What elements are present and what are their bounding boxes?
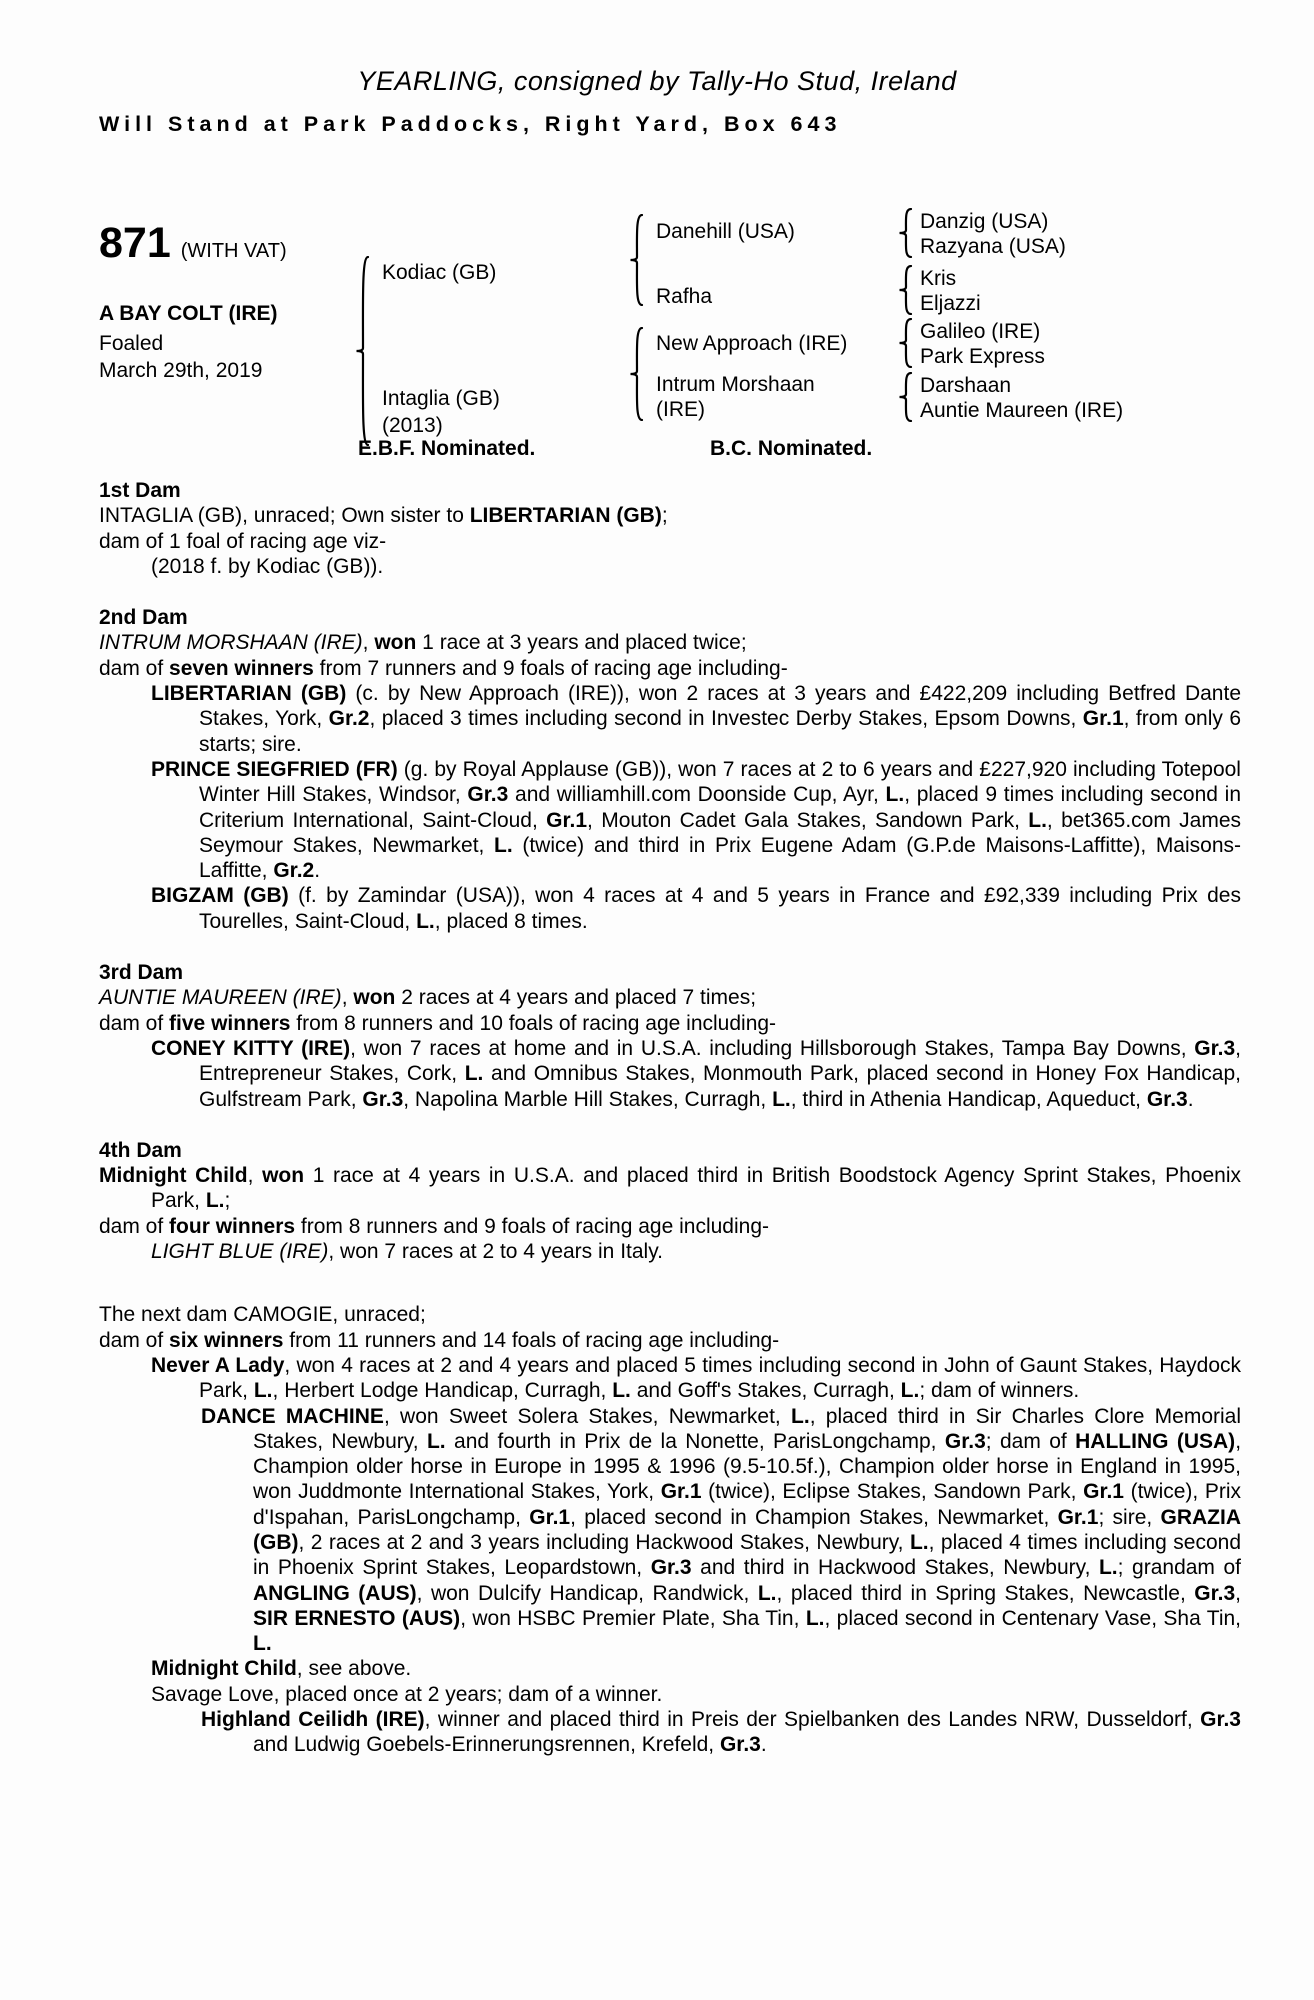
- foaled-label: Foaled: [99, 332, 164, 355]
- text-run: from 11 runners and 14 foals of racing age including-: [283, 1328, 780, 1352]
- text-run: L.: [205, 1189, 225, 1213]
- text-run: L.: [1098, 1556, 1118, 1580]
- text-run: Never A Lady: [151, 1353, 285, 1377]
- pedigree-paragraph: [99, 1682, 1241, 1707]
- text-run: from 8 runners and 9 foals of racing age including-: [295, 1214, 769, 1238]
- text-run: from 7 runners and 9 foals of racing age including-: [313, 656, 788, 680]
- text-run: L.: [416, 909, 435, 933]
- pedigree-g3-3: Kris: [920, 267, 957, 290]
- dam-section: [99, 1138, 1241, 1264]
- pedigree-paragraph: [99, 1163, 1241, 1214]
- text-run: Gr.2: [273, 859, 315, 883]
- text-run: L.: [885, 783, 905, 807]
- text-run: six winners: [169, 1328, 284, 1352]
- lot-description: A BAY COLT (IRE): [99, 302, 278, 325]
- text-run: dam of: [99, 1011, 170, 1035]
- pedigree-g3-1: Danzig (USA): [920, 210, 1049, 233]
- pedigree-sire: Kodiac (GB): [382, 261, 497, 284]
- text-run: ; sire,: [1098, 1505, 1161, 1529]
- pedigree-g3-4: Eljazzi: [920, 292, 981, 315]
- text-run: LIGHT BLUE (IRE): [151, 1240, 329, 1264]
- text-run: , Mouton Cadet Gala Stakes, Sandown Park,: [587, 808, 1029, 832]
- text-run: 2 races at 4 years and placed 7 times;: [395, 986, 757, 1010]
- lot-number: 871: [99, 219, 171, 267]
- text-run: , 2 races at 2 and 3 years including Hackwood Stakes, Newbury,: [298, 1530, 910, 1554]
- text-run: L.: [772, 1087, 791, 1111]
- dam-section-heading: 3rd Dam: [99, 961, 184, 985]
- text-run: (twice) and third in Prix Eugene Adam (G.P.de Maisons-Laffitte), Maisons-Laffitte,: [199, 833, 1242, 883]
- text-run: ; dam of: [985, 1429, 1076, 1453]
- text-run: Midnight Child: [151, 1657, 297, 1681]
- text-run: CONEY KITTY (IRE): [151, 1036, 351, 1060]
- pedigree-paragraph: [99, 503, 1241, 528]
- pedigree-paragraph: [99, 630, 1241, 655]
- pedigree-paragraph: [99, 529, 1241, 554]
- text-run: ; dam of winners.: [919, 1379, 1080, 1403]
- text-run: won: [374, 631, 417, 655]
- pedigree-sire-dam: Rafha: [656, 285, 713, 308]
- text-run: DANCE MACHINE: [201, 1404, 384, 1428]
- pedigree-paragraph: [99, 985, 1241, 1010]
- pedigree-paragraph: [99, 1239, 1241, 1264]
- text-run: and third in Hackwood Stakes, Newbury,: [691, 1556, 1099, 1580]
- text-run: L.: [791, 1404, 810, 1428]
- text-run: , placed 4 times including second in Phoenix Sprint Stakes, Leopardstown,: [253, 1530, 1241, 1580]
- text-run: (twice), Eclipse Stakes, Sandown Park,: [701, 1480, 1084, 1504]
- text-run: Gr.1: [546, 808, 588, 832]
- text-run: , placed 9 times including second in Criterium International, Saint-Cloud,: [199, 783, 1242, 832]
- text-run: Highland Ceilidh (IRE): [201, 1708, 425, 1732]
- pedigree-dam-dam: Intrum Morshaan (IRE): [656, 373, 815, 421]
- text-run: L.: [909, 1530, 929, 1554]
- text-run: Gr.3: [719, 1733, 761, 1757]
- text-run: SIR ERNESTO (AUS): [253, 1606, 461, 1630]
- text-run: L.: [612, 1379, 631, 1403]
- text-run: won: [353, 986, 396, 1010]
- text-run: dam of: [99, 656, 170, 680]
- brace-icon: [628, 214, 644, 306]
- text-run: Gr.1: [529, 1505, 571, 1529]
- text-run: , won Dulcify Handicap, Randwick,: [416, 1581, 758, 1605]
- text-run: ANGLING (AUS): [253, 1581, 417, 1605]
- text-run: dam of 1 foal of racing age viz-: [99, 529, 387, 553]
- text-run: , won HSBC Premier Plate, Sha Tin,: [460, 1606, 806, 1630]
- text-run: Gr.1: [1083, 1480, 1124, 1504]
- brace-icon: [897, 372, 913, 422]
- brace-icon: [354, 256, 370, 446]
- brace-icon: [897, 318, 913, 368]
- text-run: (g. by Royal Applause (GB)), won 7 races at 2 to 6 years and £227,920 including Totepool Winter Hill Stakes, Windsor,: [199, 757, 1241, 807]
- pedigree-paragraph: [99, 1656, 1241, 1681]
- text-run: , Herbert Lodge Handicap, Curragh,: [272, 1379, 613, 1403]
- text-run: AUNTIE MAUREEN (IRE): [99, 986, 342, 1010]
- pedigree-dam-year: (2013): [382, 414, 443, 437]
- brace-icon: [897, 265, 913, 315]
- pedigree-paragraph: [99, 1328, 1241, 1353]
- text-run: (c. by New Approach (IRE)), won 2 races at 3 years and £422,209 including Betfred Dante Stakes, York,: [199, 682, 1242, 731]
- pedigree-sire-sire: Danehill (USA): [656, 220, 795, 243]
- text-run: , placed second in Champion Stakes, Newmarket,: [570, 1505, 1058, 1529]
- text-run: Gr.3: [944, 1429, 986, 1453]
- text-run: L.: [494, 833, 513, 857]
- pedigree-paragraph: [99, 681, 1241, 757]
- text-run: Gr.2: [328, 707, 370, 731]
- text-run: Gr.3: [362, 1087, 404, 1111]
- text-run: and Ludwig Goebels-Erinnerungsrennen, Krefeld,: [253, 1733, 720, 1757]
- dam-section: [99, 478, 1241, 579]
- text-run: five winners: [169, 1011, 291, 1035]
- text-run: , won 4 races at 2 and 4 years and placed 5 times including second in John of Gaunt Stakes, Haydock Park,: [199, 1353, 1241, 1403]
- pedigree-paragraph: [99, 1404, 1241, 1657]
- text-run: , winner and placed third in Preis der Spielbanken des Landes NRW, Dusseldorf,: [424, 1708, 1201, 1732]
- pedigree-paragraph: [99, 1036, 1241, 1112]
- text-run: Gr.3: [650, 1556, 692, 1580]
- text-run: , Champion older horse in Europe in 1995 & 1996 (9.5-10.5f.), Champion older horse in England in 1995, won Juddmonte International Stakes, York,: [253, 1429, 1242, 1504]
- text-run: , see above.: [296, 1657, 412, 1681]
- text-run: L.: [253, 1379, 273, 1403]
- pedigree-table: [0, 0, 1314, 470]
- text-run: 1 race at 4 years in U.S.A. and placed third in British Boodstock Agency Sprint Stakes, Phoenix Park,: [151, 1164, 1242, 1213]
- text-run: , placed third in Spring Stakes, Newcastle,: [776, 1581, 1195, 1605]
- text-run: LIBERTARIAN (GB): [151, 682, 347, 706]
- text-run: ,: [362, 631, 375, 655]
- pedigree-dam-sire: New Approach (IRE): [656, 332, 848, 355]
- text-run: Gr.3: [1200, 1708, 1241, 1732]
- pedigree-paragraph: [99, 757, 1241, 883]
- stand-location-line: Will Stand at Park Paddocks, Right Yard, Box 643: [99, 112, 842, 136]
- text-run: PRINCE SIEGFRIED (FR): [151, 757, 398, 781]
- pedigree-paragraph: [99, 554, 1241, 579]
- text-run: ,: [1235, 1581, 1241, 1605]
- pedigree-paragraph: [99, 1353, 1241, 1404]
- text-run: L.: [1028, 808, 1047, 832]
- dam-section-heading: 1st Dam: [99, 479, 181, 502]
- text-run: Gr.1: [1082, 707, 1124, 731]
- text-run: ;: [224, 1189, 231, 1213]
- text-run: ,: [247, 1164, 263, 1188]
- text-run: ;: [661, 504, 668, 528]
- text-run: .: [314, 859, 321, 883]
- text-run: L.: [426, 1429, 446, 1453]
- text-run: (twice), Prix d'Ispahan, ParisLongchamp,: [253, 1480, 1241, 1529]
- dam-section-heading: 4th Dam: [99, 1138, 182, 1162]
- text-run: LIBERTARIAN (GB): [469, 504, 662, 528]
- text-run: from 8 runners and 10 foals of racing age including-: [290, 1011, 777, 1035]
- ebf-nominated-note: E.B.F. Nominated.: [358, 437, 536, 460]
- text-run: four winners: [169, 1214, 296, 1238]
- pedigree-g3-6: Park Express: [920, 345, 1045, 368]
- text-run: ; grandam of: [1117, 1556, 1241, 1580]
- text-run: HALLING (USA): [1075, 1429, 1236, 1453]
- text-run: Gr.3: [1146, 1087, 1188, 1111]
- text-run: , from only 6 starts; sire.: [199, 707, 1241, 756]
- text-run: L.: [805, 1606, 825, 1630]
- text-run: , won Sweet Solera Stakes, Newmarket,: [383, 1404, 792, 1428]
- brace-icon: [897, 208, 913, 258]
- pedigree-g3-8: Auntie Maureen (IRE): [920, 399, 1124, 422]
- text-run: INTAGLIA (GB), unraced; Own sister to: [99, 504, 470, 528]
- text-run: GRAZIA (GB): [253, 1505, 1241, 1554]
- text-run: INTRUM MORSHAAN (IRE): [99, 631, 363, 655]
- text-run: L.: [757, 1581, 777, 1605]
- text-run: Gr.3: [1194, 1581, 1236, 1605]
- text-run: (f. by Zamindar (USA)), won 4 races at 4 and 5 years in France and £92,339 including Prix des Tourelles, Saint-Cloud,: [199, 884, 1241, 933]
- text-run: , Napolina Marble Hill Stakes, Curragh,: [403, 1087, 773, 1111]
- text-run: , placed 8 times.: [434, 909, 588, 933]
- text-run: seven winners: [169, 656, 314, 680]
- text-run: , bet365.com James Seymour Stakes, Newmarket,: [199, 808, 1242, 857]
- pedigree-g3-7: Darshaan: [920, 374, 1012, 397]
- text-run: and Goff's Stakes, Curragh,: [630, 1379, 901, 1403]
- text-run: Midnight Child: [99, 1164, 248, 1188]
- pedigree-paragraph: [99, 1214, 1241, 1239]
- dam-section: [99, 1302, 1241, 1757]
- text-run: , placed second in Centenary Vase, Sha Tin,: [824, 1606, 1241, 1630]
- text-run: , third in Athenia Handicap, Aqueduct,: [790, 1087, 1147, 1111]
- text-run: L.: [900, 1379, 920, 1403]
- pedigree-dam: Intaglia (GB): [382, 387, 500, 410]
- text-run: Gr.1: [1057, 1505, 1099, 1529]
- text-run: , placed third in Sir Charles Clore Memorial Stakes, Newbury,: [253, 1404, 1242, 1453]
- pedigree-g3-5: Galileo (IRE): [920, 320, 1041, 343]
- dam-section-heading: 2nd Dam: [99, 606, 188, 630]
- text-run: dam of: [99, 1214, 170, 1238]
- foaled-date: March 29th, 2019: [99, 359, 263, 382]
- text-run: Savage Love, placed once at 2 years; dam of a winner.: [151, 1682, 663, 1706]
- lot-header: [99, 219, 287, 267]
- dam-section: [99, 960, 1241, 1112]
- brace-icon: [628, 327, 644, 421]
- text-run: (2018 f. by Kodiac (GB)).: [151, 554, 384, 578]
- consignor-title: YEARLING, consigned by Tally-Ho Stud, Ireland: [357, 66, 957, 96]
- text-run: Gr.1: [660, 1480, 702, 1504]
- text-run: ,: [341, 986, 354, 1010]
- text-run: Gr.3: [467, 783, 509, 807]
- pedigree-paragraph: [99, 1707, 1241, 1758]
- pedigree-paragraph: [99, 1011, 1241, 1036]
- pedigree-text-sections: [99, 478, 1241, 1758]
- text-run: Gr.3: [1194, 1036, 1236, 1060]
- text-run: and Omnibus Stakes, Monmouth Park, placed second in Honey Fox Handicap, Gulfstream Park,: [199, 1062, 1241, 1111]
- text-run: 1 race at 3 years and placed twice;: [416, 631, 747, 655]
- text-run: , won 7 races at home and in U.S.A. including Hillsborough Stakes, Tampa Bay Downs,: [350, 1036, 1195, 1060]
- pedigree-paragraph: [99, 1302, 1241, 1327]
- dam-section: [99, 605, 1241, 934]
- text-run: , Entrepreneur Stakes, Cork,: [199, 1036, 1241, 1086]
- text-run: .: [1187, 1087, 1194, 1111]
- text-run: .: [760, 1733, 767, 1757]
- text-run: , placed 3 times including second in Investec Derby Stakes, Epsom Downs,: [369, 707, 1083, 731]
- vat-note: (WITH VAT): [180, 240, 287, 262]
- text-run: The next dam CAMOGIE, unraced;: [99, 1303, 426, 1327]
- bc-nominated-note: B.C. Nominated.: [710, 437, 873, 460]
- text-run: L.: [253, 1632, 272, 1656]
- text-run: and williamhill.com Doonside Cup, Ayr,: [508, 783, 886, 807]
- pedigree-paragraph: [99, 883, 1241, 934]
- text-run: and fourth in Prix de la Nonette, ParisLongchamp,: [445, 1429, 945, 1453]
- text-run: , won 7 races at 2 to 4 years in Italy.: [328, 1240, 663, 1264]
- text-run: won: [262, 1164, 305, 1188]
- text-run: dam of: [99, 1328, 170, 1352]
- pedigree-paragraph: [99, 656, 1241, 681]
- pedigree-g3-2: Razyana (USA): [920, 235, 1066, 258]
- text-run: BIGZAM (GB): [151, 884, 289, 908]
- text-run: L.: [464, 1062, 484, 1086]
